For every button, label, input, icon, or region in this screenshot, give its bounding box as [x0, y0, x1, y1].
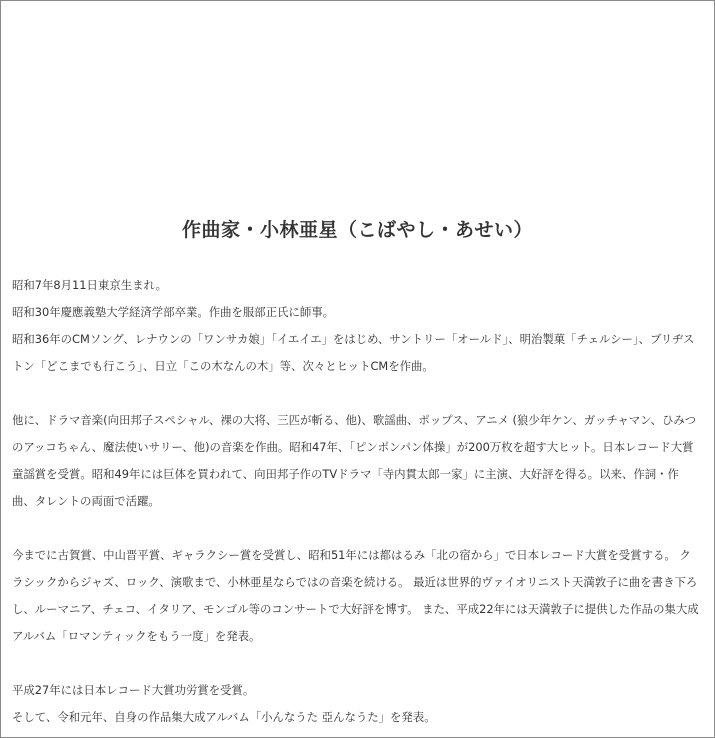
birth-paragraph: 昭和7年8月11日東京生まれ。: [12, 278, 167, 292]
works-paragraph: 他に、ドラマ音楽(向田邦子スペシャル、裸の大将、三匹が斬る、他)、歌謡曲、ポップス、アニメ (狼少年ケン、ガッチャマン、ひみつのアッコちゃん、魔法使いサリー、他)の音楽を作曲。昭和47年、「ピンポンパン体操」が200万枚を超す大ヒット。日本レコード大賞童謡賞を受賞。昭和49年には巨体を買われて、向田邦子作のTVドラマ「寺内貫太郎一家」に主演、大好評を得る。以来、作詞・作曲、タレントの両面で活躍。: [12, 413, 696, 508]
merit-award-paragraph: 平成27年には日本レコード大賞功労賞を受賞。: [12, 683, 255, 697]
paragraph-spacer: [12, 515, 700, 542]
paragraph-spacer: [12, 380, 700, 407]
cm-song-paragraph: 昭和36年のCMソング、レナウンの「ワンサカ娘」「イエイエ」をはじめ、サントリー「オールド」、明治製菓「チェルシー」、ブリヂストン「どこまでも行こう」、日立「この木なんの木」等、次々とヒットCMを作曲。: [12, 332, 695, 373]
paragraph-spacer: [12, 650, 700, 677]
awards-paragraph: 今までに古賀賞、中山晋平賞、ギャラクシー賞を受賞し、昭和51年には都はるみ「北の宿から」で日本レコード大賞を受賞する。 クラシックからジャズ、ロック、演歌まで、小林亜星ならではの音楽を続ける。 最近は世界的ヴァイオリニスト天満敦子に曲を書き下ろし、ルーマニア、チェコ、イタリア、モンゴル等のコンサートで大好評を博す。 また、平成22年には天満敦子に提供した作品の集大成アルバム「ロマンティックをもう一度」を発表。: [12, 548, 699, 643]
album-paragraph: そして、令和元年、自身の作品集大成アルバム「小んなうた 亞んなうた」を発表。: [12, 710, 436, 724]
biography-content: [12, 272, 700, 731]
education-paragraph: 昭和30年慶應義塾大学経済学部卒業。作曲を服部正氏に師事。: [12, 305, 335, 319]
page-title: 作曲家・小林亜星（こばやし・あせい）: [181, 219, 533, 241]
